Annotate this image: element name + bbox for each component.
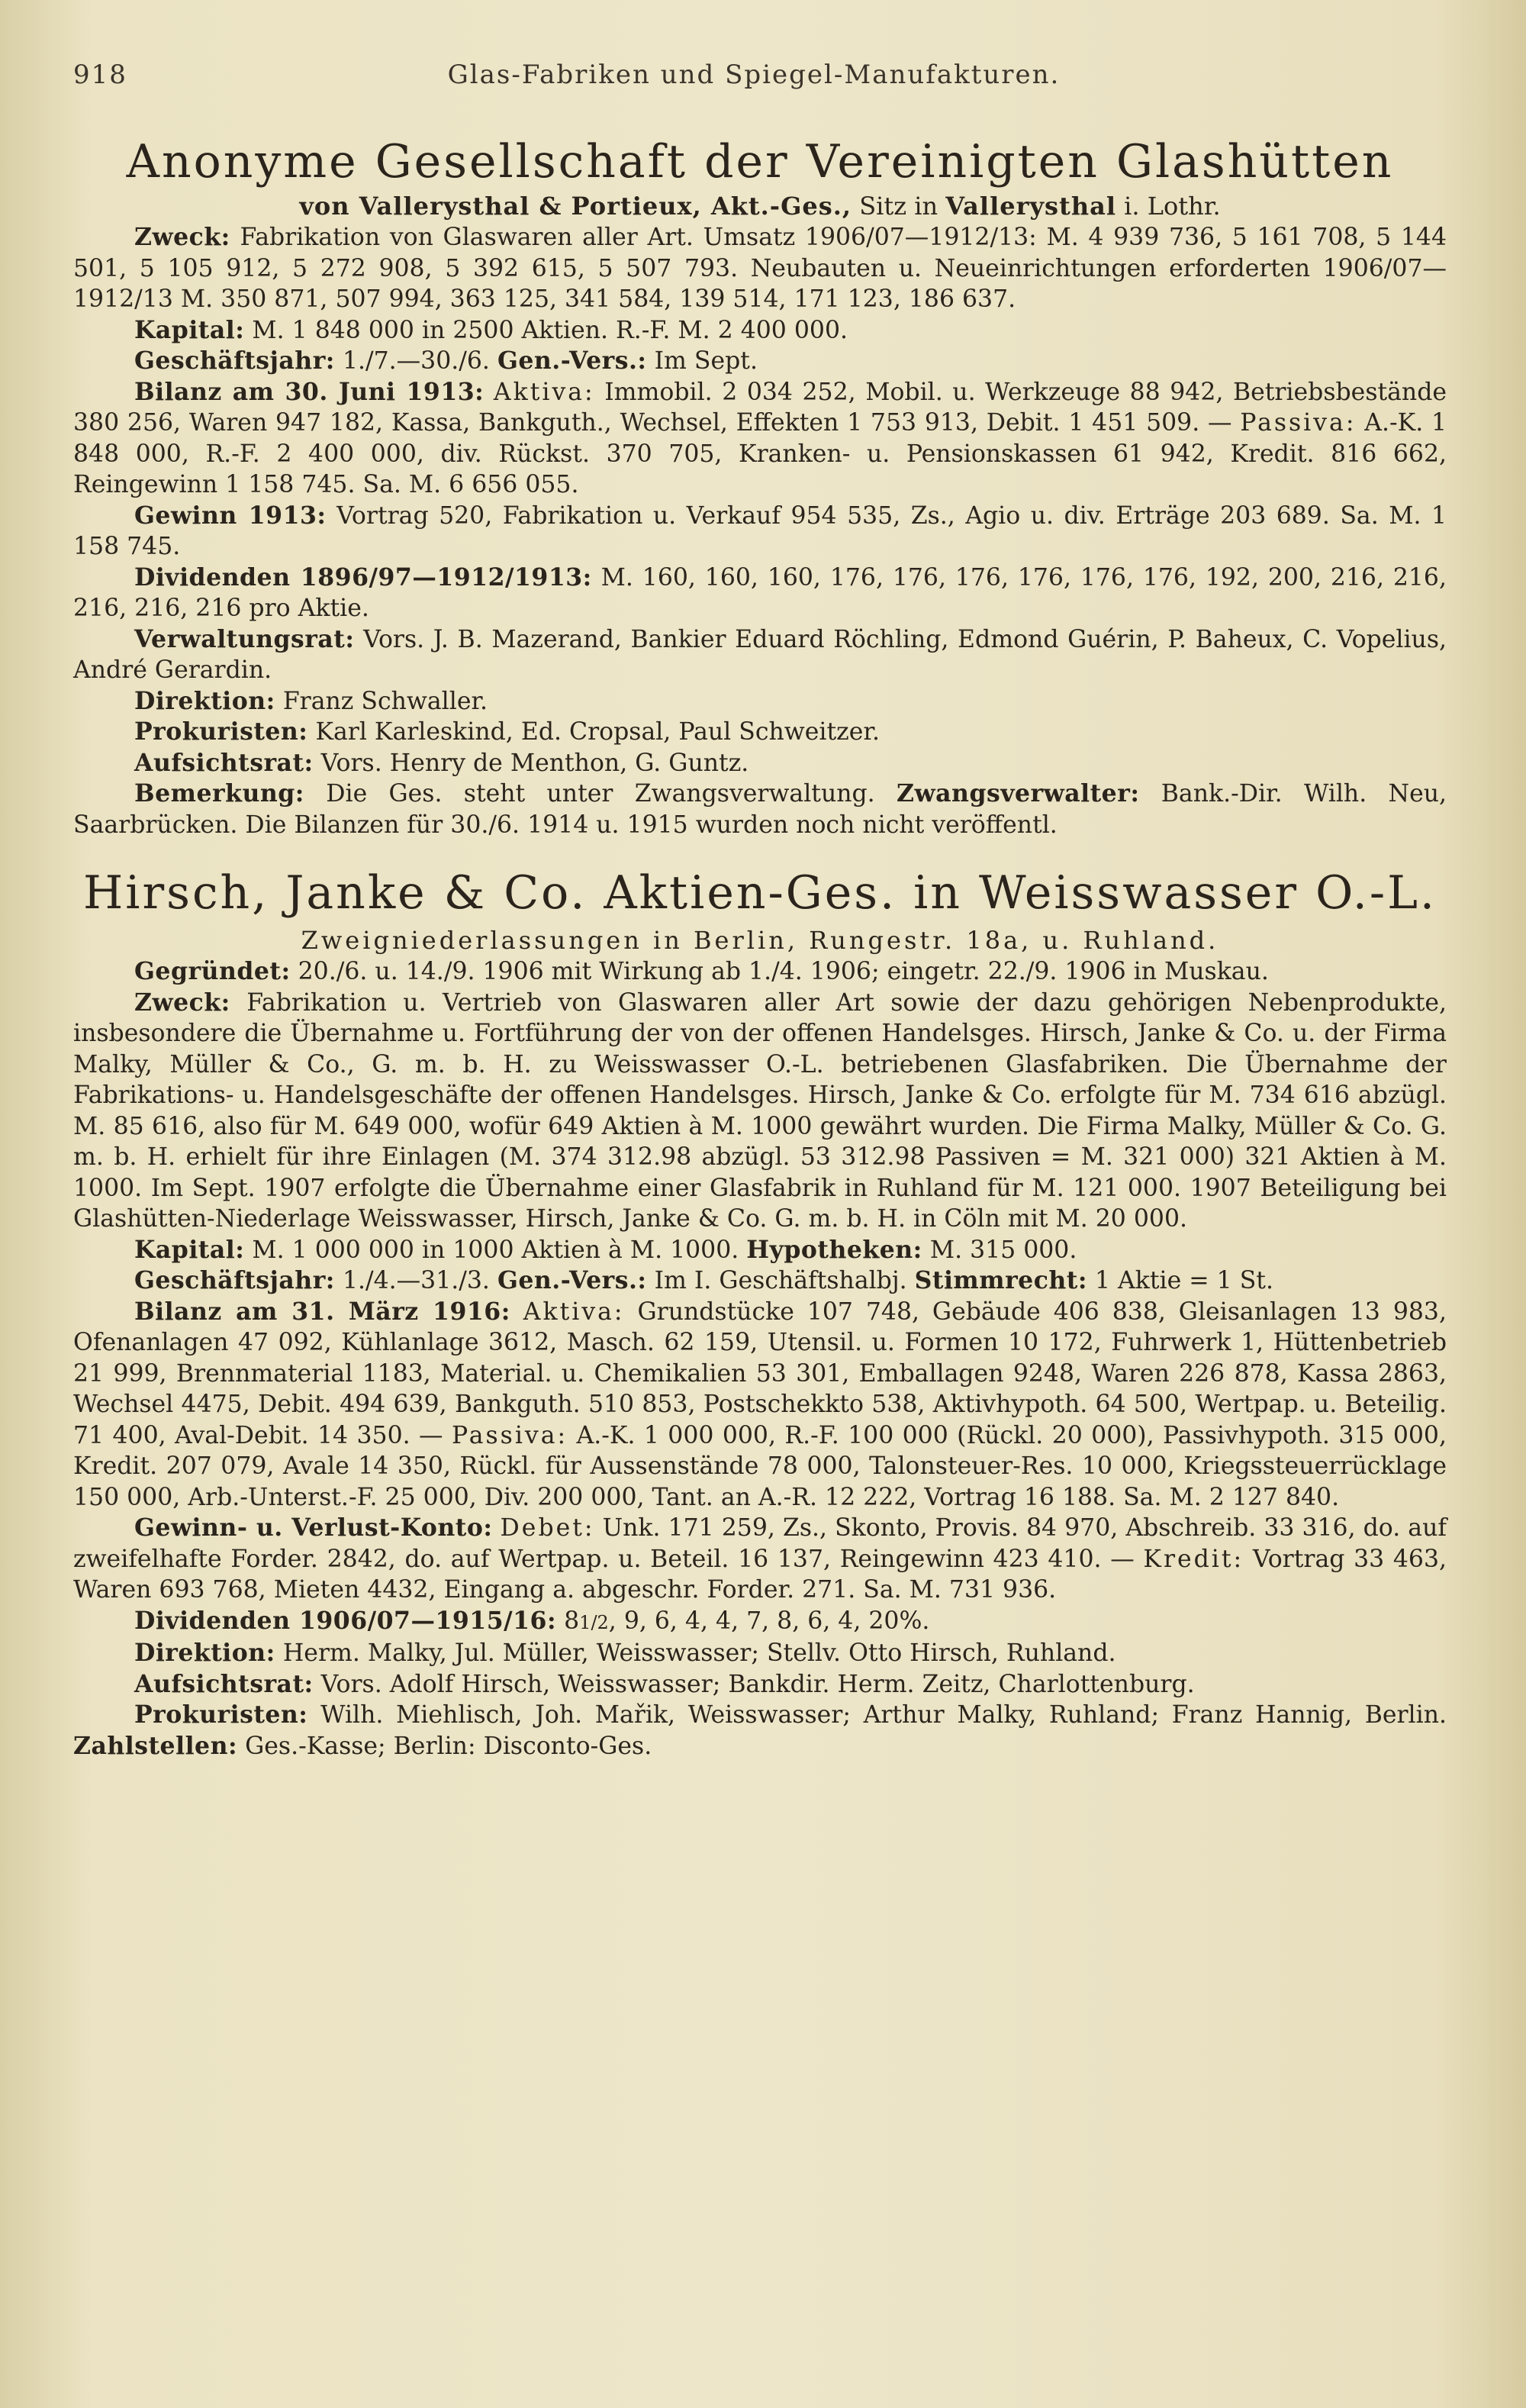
running-title: Glas-Fabriken und Spiegel-Manufakturen.	[447, 60, 1061, 90]
page-number: 918	[73, 60, 127, 90]
page-body	[73, 134, 1447, 1762]
company-title: Anonyme Gesellschaft der Vereinigten Glashütten	[126, 135, 1394, 189]
gewinn-entry: Gewinn 1913: Vortrag 520, Fabrikation u. Verkauf 954 535, Zs., Agio u. div. Erträge 203 689. Sa. M. 1 158 745.	[73, 501, 1447, 560]
gewinn-verlust-entry: Gewinn- u. Verlust-Konto: Debet: Unk. 171 259, Zs., Skonto, Provis. 84 970, Abschreib. 33 316, do. auf zweifelhafte Forder. 2842, do. auf Wertpap. u. Beteil. 16 137, Reingewinn 423 410. — Kredit: Vortrag 33 463, Waren 693 768, Mieten 4432, Eingang a. abgeschr. Forder. 271. Sa. M. 731 936.	[73, 1513, 1447, 1604]
geschaeftsjahr-entry: Geschäftsjahr: 1./7.—30./6. Gen.-Vers.: Im Sept.	[134, 347, 758, 375]
dividenden-entry: Dividenden 1896/97—1912/1913: M. 160, 160, 160, 176, 176, 176, 176, 176, 176, 192, 200, 216, 216, 216, 216, 216 pro Aktie.	[73, 563, 1447, 622]
zweck-label: Zweck:	[134, 223, 230, 251]
prokuristen-entry: Prokuristen: Karl Karleskind, Ed. Cropsal, Paul Schweitzer.	[134, 717, 880, 746]
dividenden-entry: Dividenden 1906/07—1915/16: 81/2, 9, 6, 4, 4, 7, 8, 6, 4, 20%.	[134, 1606, 930, 1635]
company-subtitle: von Vallerysthal & Portieux, Akt.-Ges., Sitz in Vallerysthal i. Lothr.	[299, 192, 1221, 221]
company-subtitle: Zweigniederlassungen in Berlin, Rungestr. 18a, u. Ruhland.	[301, 926, 1219, 955]
zweck-entry: Zweck: Fabrikation von Glaswaren aller Art. Umsatz 1906/07—1912/13: M. 4 939 736, 5 161 708, 5 144 501, 5 105 912, 5 272 908, 5 392 615, 5 507 793. Neubauten u. Neueinrichtungen erforderten 1906/07—1912/13 M. 350 871, 507 994, 363 125, 341 584, 139 514, 171 123, 186 637.	[73, 223, 1447, 313]
verwaltungsrat-entry: Verwaltungsrat: Vors. J. B. Mazerand, Bankier Eduard Röchling, Edmond Guérin, P. Baheux, C. Vopelius, André Gerardin.	[73, 624, 1447, 684]
company-entry-hirsch-janke	[73, 865, 1447, 1762]
geschaeftsjahr-entry: Geschäftsjahr: 1./4.—31./3. Gen.-Vers.: Im I. Geschäftshalbj. Stimmrecht: 1 Aktie = 1 St.	[134, 1266, 1273, 1294]
direktion-entry: Direktion: Franz Schwaller.	[134, 686, 488, 715]
company-legal-name: von Vallerysthal & Portieux, Akt.-Ges.,	[299, 192, 852, 221]
bemerkung-entry: Bemerkung: Die Ges. steht unter Zwangsverwaltung. Zwangsverwalter: Bank.-Dir. Wilh. Neu, Saarbrücken. Die Bilanzen für 30./6. 1914 u. 1915 wurden noch nicht veröffentl.	[73, 779, 1447, 839]
kapital-entry: Kapital: M. 1 848 000 in 2500 Aktien. R.-F. M. 2 400 000.	[134, 315, 848, 344]
direktion-entry: Direktion: Herm. Malky, Jul. Müller, Weisswasser; Stellv. Otto Hirsch, Ruhland.	[134, 1639, 1116, 1667]
company-entry-vallerysthal	[73, 134, 1447, 840]
prokuristen-entry: Prokuristen: Wilh. Miehlisch, Joh. Mařik, Weisswasser; Arthur Malky, Ruhland; Franz Hannig, Berlin. Zahlstellen: Ges.-Kasse; Berlin: Disconto-Ges.	[73, 1700, 1447, 1760]
bilanz-entry: Bilanz am 30. Juni 1913: Aktiva: Immobil. 2 034 252, Mobil. u. Werkzeuge 88 942, Betriebsbestände 380 256, Waren 947 182, Kassa, Bankguth., Wechsel, Effekten 1 753 913, Debit. 1 451 509. — Passiva: A.-K. 1 848 000, R.-F. 2 400 000, div. Rückst. 370 705, Kranken- u. Pensionskassen 61 942, Kredit. 816 662, Reingewinn 1 158 745. Sa. M. 6 656 055.	[73, 377, 1447, 498]
page-header	[73, 60, 1442, 90]
company-title: Hirsch, Janke & Co. Aktien-Ges. in Weisswasser O.-L.	[82, 866, 1437, 920]
gegruendet-entry: Gegründet: 20./6. u. 14./9. 1906 mit Wirkung ab 1./4. 1906; eingetr. 22./9. 1906 in Muskau.	[134, 957, 1269, 985]
zweck-entry: Zweck: Fabrikation u. Vertrieb von Glaswaren aller Art sowie der dazu gehörigen Nebenprodukte, insbesondere die Übernahme u. Fortführung der von der offenen Handelsges. Hirsch, Janke & Co. u. der Firma Malky, Müller & Co., G. m. b. H. zu Weisswasser O.-L. betriebenen Glasfabriken. Die Übernahme der Fabrikations- u. Handelsgeschäfte der offenen Handelsges. Hirsch, Janke & Co. erfolgte für M. 734 616 abzügl. M. 85 616, also für M. 649 000, wofür 649 Aktien à M. 1000 gewährt wurden. Die Firma Malky, Müller & Co. G. m. b. H. erhielt für ihre Einlagen (M. 374 312.98 abzügl. 53 312.98 Passiven = M. 321 000) 321 Aktien à M. 1000. Im Sept. 1907 erfolgte die Übernahme einer Glasfabrik in Ruhland für M. 121 000. 1907 Beteiligung bei Glashütten-Niederlage Weisswasser, Hirsch, Janke & Co. G. m. b. H. in Cöln mit M. 20 000.	[73, 988, 1447, 1233]
kapital-entry: Kapital: M. 1 000 000 in 1000 Aktien à M. 1000. Hypotheken: M. 315 000.	[134, 1235, 1077, 1264]
fraction: 1/2	[579, 1611, 609, 1633]
bilanz-entry: Bilanz am 31. März 1916: Aktiva: Grundstücke 107 748, Gebäude 406 838, Gleisanlagen 13 983, Ofenanlagen 47 092, Kühlanlage 3612, Masch. 62 159, Utensil. u. Formen 10 172, Fuhrwerk 1, Hüttenbetrieb 21 999, Brennmaterial 1183, Material. u. Chemikalien 53 301, Emballagen 9248, Waren 226 878, Kassa 2863, Wechsel 4475, Debit. 494 639, Bankguth. 510 853, Postschekkto 538, Aktivhypoth. 64 500, Wertpap. u. Beteilig. 71 400, Aval-Debit. 14 350. — Passiva: A.-K. 1 000 000, R.-F. 100 000 (Rückl. 20 000), Passivhypoth. 315 000, Kredit. 207 079, Avale 14 350, Rückl. für Aussenstände 78 000, Talonsteuer-Res. 10 000, Kriegssteuerrücklage 150 000, Arb.-Unterst.-F. 25 000, Div. 200 000, Tant. an A.-R. 12 222, Vortrag 16 188. Sa. M. 2 127 840.	[73, 1297, 1447, 1511]
company-seat: Vallerysthal	[945, 192, 1116, 221]
aufsichtsrat-entry: Aufsichtsrat: Vors. Henry de Menthon, G. Guntz.	[134, 748, 749, 777]
aufsichtsrat-entry: Aufsichtsrat: Vors. Adolf Hirsch, Weisswasser; Bankdir. Herm. Zeitz, Charlottenburg.	[134, 1669, 1195, 1698]
